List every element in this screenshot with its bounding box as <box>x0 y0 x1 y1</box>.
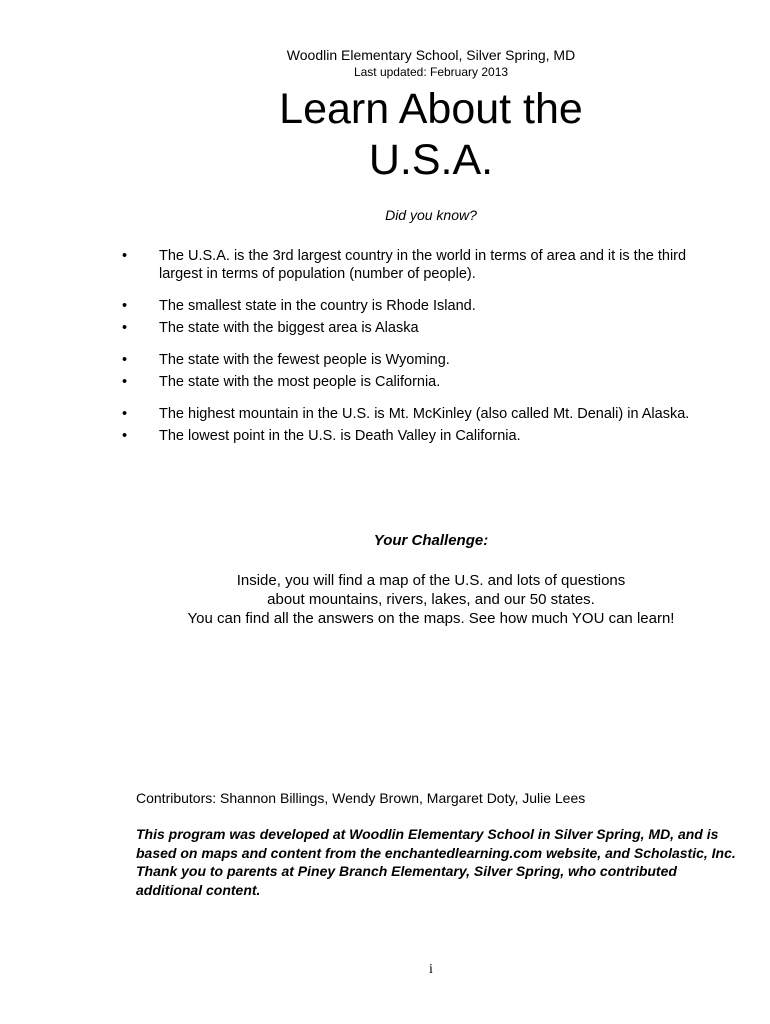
last-updated: Last updated: February 2013 <box>353 65 509 79</box>
fact-text: The state with the fewest people is Wyoming. <box>159 352 450 368</box>
page-title <box>0 84 770 186</box>
list-item <box>122 351 732 369</box>
facts-list <box>122 247 732 445</box>
fact-text: The smallest state in the country is Rhode Island. <box>159 298 476 314</box>
bullet-icon: • <box>122 374 128 390</box>
bullet-icon: • <box>122 248 128 264</box>
list-item <box>122 247 732 283</box>
bullet-icon: • <box>122 320 128 336</box>
challenge-line-1: Inside, you will find a map of the U.S. and lots of questions <box>236 572 626 589</box>
challenge-line-3: You can find all the answers on the maps. See how much YOU can learn! <box>187 610 675 627</box>
page-number: i <box>429 962 433 977</box>
list-item <box>122 427 732 445</box>
bullet-icon: • <box>122 406 128 422</box>
list-item <box>122 373 732 391</box>
challenge-line-2: about mountains, rivers, lakes, and our 50 states. <box>267 591 595 608</box>
school-name: Woodlin Elementary School, Silver Spring, MD <box>286 47 576 63</box>
fact-group <box>122 247 732 283</box>
fact-group <box>122 405 732 445</box>
fact-text: The U.S.A. is the 3rd largest country in the world in terms of area and it is the third largest in terms of population (number of people). <box>159 248 687 282</box>
bullet-icon: • <box>122 352 128 368</box>
challenge-heading: Your Challenge: <box>373 532 489 549</box>
list-item <box>122 405 732 423</box>
bullet-icon: • <box>122 298 128 314</box>
fact-text: The state with the most people is California. <box>159 374 441 390</box>
fact-text: The lowest point in the U.S. is Death Valley in California. <box>159 428 521 444</box>
credits: This program was developed at Woodlin Elementary School in Silver Spring, MD, and is based on maps and content from the enchantedlearning.com website, and Scholastic, Inc. Thank you to parents at Piney Branch Elementary, Silver Spring, who contributed additional content. <box>136 826 736 898</box>
fact-group <box>122 351 732 391</box>
did-you-know-heading: Did you know? <box>385 207 477 223</box>
fact-text: The highest mountain in the U.S. is Mt. McKinley (also called Mt. Denali) in Alaska. <box>159 406 690 422</box>
list-item <box>122 297 732 315</box>
challenge-text <box>0 571 770 628</box>
bullet-icon: • <box>122 428 128 444</box>
fact-group <box>122 297 732 337</box>
list-item <box>122 319 732 337</box>
title-line-1: Learn About the <box>279 85 583 133</box>
contributors: Contributors: Shannon Billings, Wendy Brown, Margaret Doty, Julie Lees <box>136 790 586 806</box>
fact-text: The state with the biggest area is Alaska <box>159 320 419 336</box>
title-line-2: U.S.A. <box>368 136 494 184</box>
